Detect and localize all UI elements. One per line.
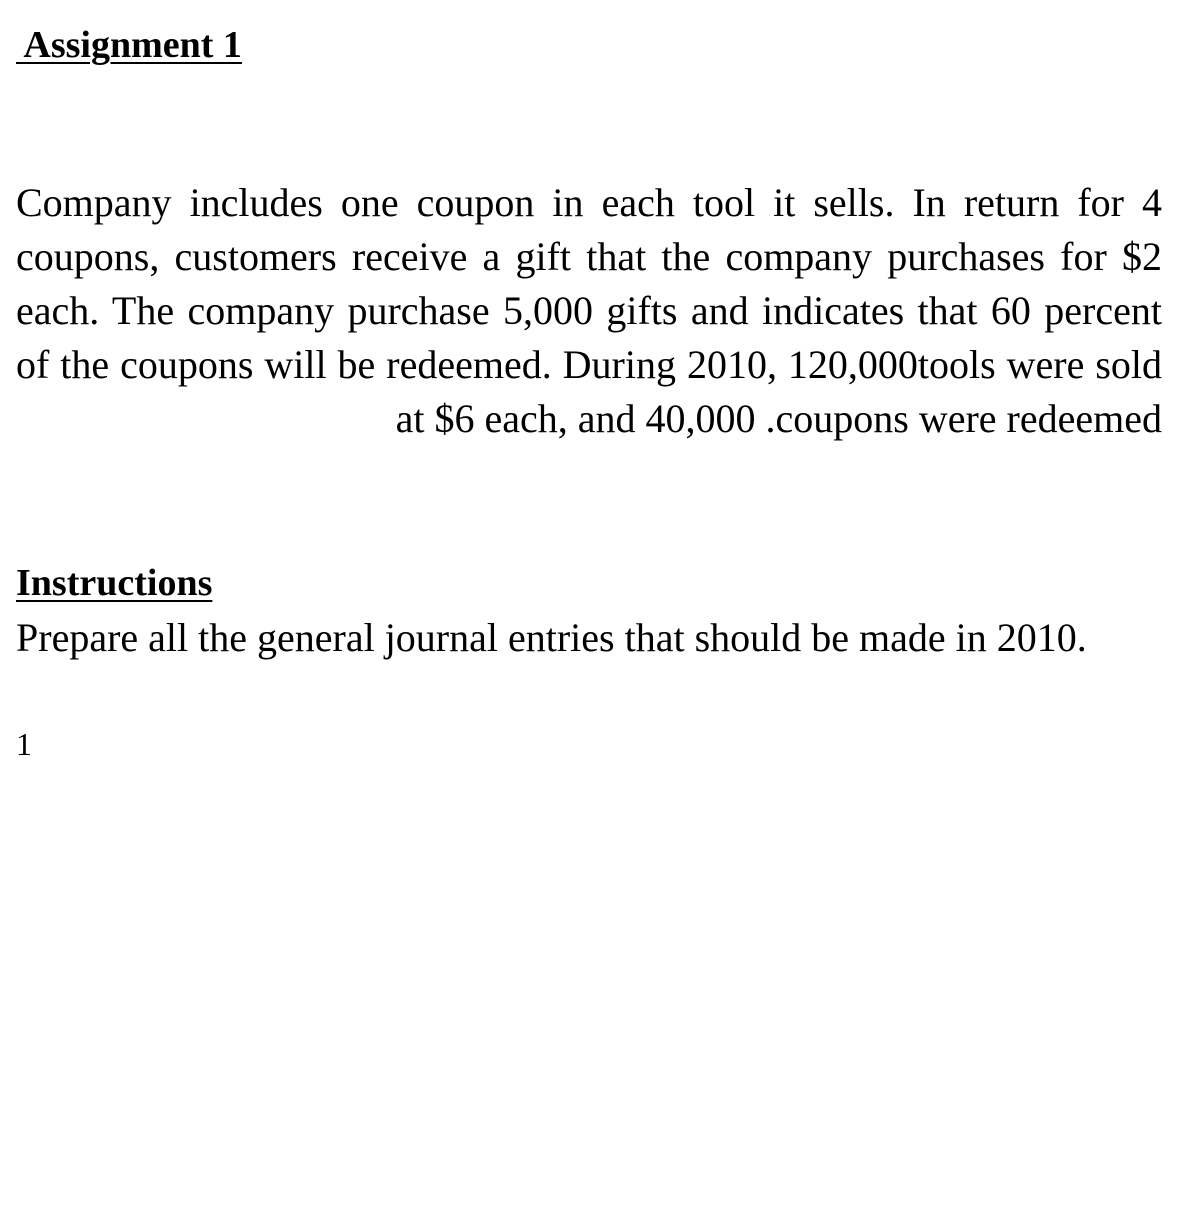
instructions-text: Prepare all the general journal entries that should be made in 2010. [16,615,1087,660]
page-number: 1 [16,726,32,762]
problem-paragraph: Company includes one coupon in each tool it sells. In return for 4 coupons, customers receive a gift that the company purchases for $2 each. The company purchase 5,000 gifts and indicates that 60 percent of the coupons will be redeemed. During 2010, 120,000tools were sold at $6 each, and 40,000 .coupons were redeemed [16,180,1162,441]
instructions-heading: Instructions [16,562,213,604]
assignment-title: Assignment 1 [16,24,242,66]
